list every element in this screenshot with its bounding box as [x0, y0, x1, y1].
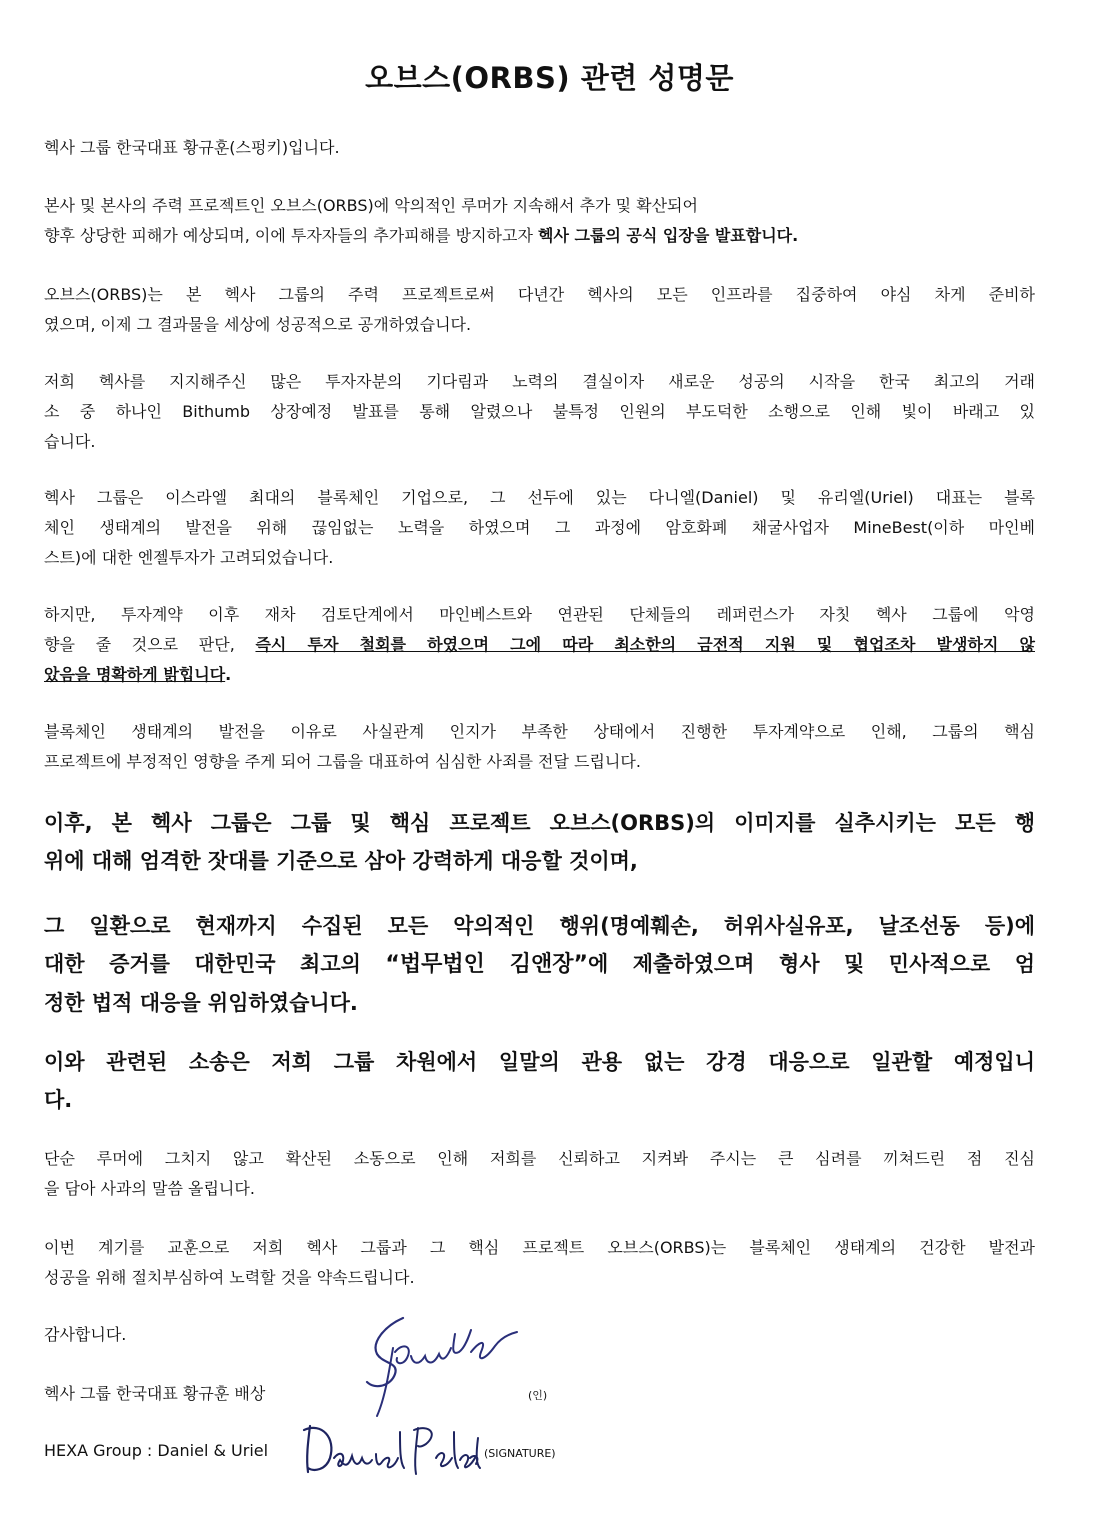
- hexa-group-line-1: 헥사 그룹은 이스라엘 최대의 블록체인 기업으로, 그 선두에 있는 다니엘(Daniel) 및 유리엘(Uriel) 대표는 블록: [44, 488, 1035, 507]
- hexa-group-sign-line: HEXA Group : Daniel & Uriel: [44, 1441, 269, 1460]
- withdrawal-emphasis-2: 았음을 명확하게 밝힙니다: [44, 665, 226, 684]
- legal-line-1: 그 일환으로 현재까지 수집된 모든 악의적인 행위(명예훼손, 허위사실유포, 날조선동 등)에: [44, 914, 1035, 938]
- seal-mark: (인): [528, 1389, 548, 1402]
- paragraph-withdrawal: [44, 600, 1035, 690]
- paragraph-apology: [44, 717, 1035, 777]
- orbs-intro-line-1: 오브스(ORBS)는 본 헥사 그룹의 주력 프로젝트로써 다년간 헥사의 모든 인프라를 집중하여 야심 차게 준비하: [44, 285, 1035, 304]
- promise-line-1: 이번 계기를 교훈으로 저희 헥사 그룹과 그 핵심 프로젝트 오브스(ORBS)는 블록체인 생태계의 건강한 발전과: [44, 1238, 1035, 1257]
- legal-line-3: 정한 법적 대응을 위임하였습니다.: [44, 991, 358, 1015]
- spunky-signature-image: [355, 1312, 525, 1422]
- regret-line-2: 을 담아 사과의 말씀 올립니다.: [44, 1179, 255, 1198]
- withdrawal-line-2: 향을 줄 것으로 판단, 즉시 투자 철회를 하였으며 그에 따라 최소한의 금전적 지원 및 협업조차 발생하지 않: [44, 635, 1035, 654]
- bold-paragraph-legal: [44, 907, 1035, 1022]
- lawsuit-line-1: 이와 관련된 소송은 저희 그룹 차원에서 일말의 관용 없는 강경 대응으로 일관할 예정입니: [44, 1050, 1035, 1074]
- response-line-2: 위에 대해 엄격한 잣대를 기준으로 삼아 강력하게 대응할 것이며,: [44, 849, 638, 873]
- official-position-text: 헥사 그룹의 공식 입장을 발표합니다.: [538, 226, 799, 245]
- bold-paragraph-response: [44, 804, 1035, 880]
- bithumb-line-1: 저희 헥사를 지지해주신 많은 투자자분의 기다림과 노력의 결실이자 새로운 성공의 시작을 한국 최고의 거래: [44, 372, 1035, 391]
- paragraph-greeting: [44, 133, 1035, 163]
- spunky-signature-label: Spunky: [355, 1312, 359, 1313]
- promise-line-2: 성공을 위해 절치부심하여 노력할 것을 약속드립니다.: [44, 1268, 415, 1287]
- bithumb-line-2: 소 중 하나인 Bithumb 상장예정 발표를 통해 알렸으나 불특정 인원의 부도덕한 소행으로 인해 빛이 바래고 있: [44, 402, 1035, 421]
- law-firm-name: “법무법인 김앤장”: [385, 952, 588, 977]
- withdrawal-emphasis-1: 즉시 투자 철회를 하였으며 그에 따라 최소한의 금전적 지원 및 협업조차 발생하지 않: [255, 635, 1035, 654]
- korea-representative-sign-line: 헥사 그룹 한국대표 황규훈 배상: [44, 1384, 266, 1403]
- thanks-text: 감사합니다.: [44, 1325, 127, 1344]
- hexa-group-line-2: 체인 생태계의 발전을 위해 끊임없는 노력을 하였으며 그 과정에 암호화폐 채굴사업자 MineBest(이하 마인베: [44, 518, 1035, 537]
- signature-note: (SIGNATURE): [484, 1447, 556, 1460]
- paragraph-bithumb: [44, 367, 1035, 457]
- greeting-text: 헥사 그룹 한국대표 황규훈(스펑키)입니다.: [44, 138, 340, 157]
- hexa-group-line-3: 스트)에 대한 엔젤투자가 고려되었습니다.: [44, 548, 334, 567]
- bithumb-line-3: 습니다.: [44, 432, 96, 451]
- document-title: 오브스(ORBS) 관련 성명문: [365, 61, 734, 95]
- regret-line-1: 단순 루머에 그치지 않고 확산된 소동으로 인해 저희를 신뢰하고 지켜봐 주시는 큰 심려를 끼쳐드린 점 진심: [44, 1149, 1035, 1168]
- withdrawal-line-3: 았음을 명확하게 밝힙니다.: [44, 665, 232, 684]
- paragraph-regret: [44, 1144, 1035, 1204]
- daniel-peled-signature-image: [300, 1418, 485, 1478]
- announcement-line-1: 본사 및 본사의 주력 프로젝트인 오브스(ORBS)에 악의적인 루머가 지속해서 추가 및 확산되어: [44, 196, 698, 215]
- paragraph-hexa-group: [44, 483, 1035, 573]
- bold-paragraph-lawsuit: [44, 1043, 1035, 1119]
- apology-line-2: 프로젝트에 부정적인 영향을 주게 되어 그룹을 대표하여 심심한 사죄를 전달 드립니다.: [44, 752, 641, 771]
- paragraph-orbs-intro: [44, 280, 1035, 340]
- lawsuit-line-2: 다.: [44, 1088, 73, 1112]
- paragraph-promise: [44, 1233, 1035, 1293]
- response-line-1: 이후, 본 헥사 그룹은 그룹 및 핵심 프로젝트 오브스(ORBS)의 이미지를 실추시키는 모든 행: [44, 811, 1035, 835]
- paragraph-announcement: [44, 191, 1035, 251]
- orbs-intro-line-2: 였으며, 이제 그 결과물을 세상에 성공적으로 공개하였습니다.: [44, 315, 472, 334]
- announcement-line-2: 향후 상당한 피해가 예상되며, 이에 투자자들의 추가피해를 방지하고자 헥사 그룹의 공식 입장을 발표합니다.: [44, 226, 799, 245]
- legal-line-2: 대한 증거를 대한민국 최고의 “법무법인 김앤장”에 제출하였으며 형사 및 민사적으로 엄: [44, 952, 1035, 977]
- apology-line-1: 블록체인 생태계의 발전을 이유로 사실관계 인지가 부족한 상태에서 진행한 투자계약으로 인해, 그룹의 핵심: [44, 722, 1035, 741]
- daniel-peled-signature-label: Daniel Peled: [300, 1418, 307, 1419]
- withdrawal-line-1: 하지만, 투자계약 이후 재차 검토단계에서 마인베스트와 연관된 단체들의 레퍼런스가 자칫 헥사 그룹에 악영: [44, 605, 1035, 624]
